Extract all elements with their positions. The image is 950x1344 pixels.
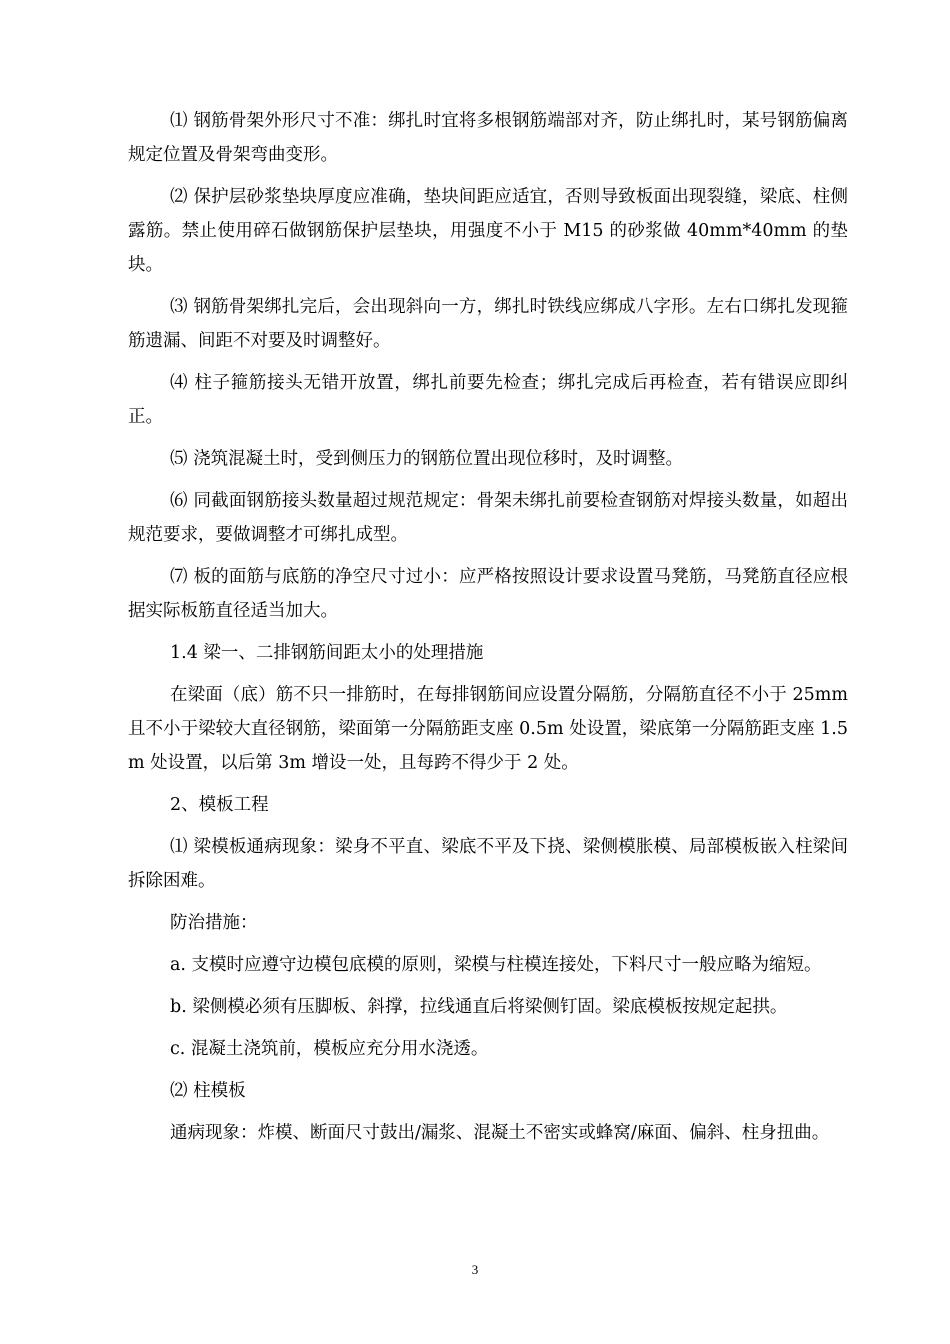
paragraph-separator-bars: 在梁面（底）筋不只一排筋时，在每排钢筋间应设置分隔筋，分隔筋直径不小于 25mm 且不小于梁较大直径钢筋，梁面第一分隔筋距支座 0.5m 处设置，梁底第一分隔筋距支座 1.5m 处设置，以后第 3m 增设一处，且每跨不得少于 2 处。 (128, 685, 848, 773)
paragraph-measure-b: b. 梁侧模必须有压脚板、斜撑，拉线通直后将梁侧钉固。梁底模板按规定起拱。 (170, 997, 788, 1017)
paragraph-measure-a: a. 支模时应遵守边模包底模的原则，梁模与柱模连接处，下料尺寸一般应略为缩短。 (170, 955, 822, 975)
page-number: 3 (471, 1262, 479, 1277)
paragraph-joint-count: ⑹ 同截面钢筋接头数量超过规范规定：骨架未绑扎前要检查钢筋对焊接头数量，如超出规范要求，要做调整才可绑扎成型。 (128, 491, 848, 545)
paragraph-column-defects: 通病现象：炸模、断面尺寸鼓出/漏浆、混凝土不密实或蜂窝/麻面、偏斜、柱身扭曲。 (170, 1123, 830, 1143)
paragraph-stirrup-joint: ⑷ 柱子箍筋接头无错开放置，绑扎前要先检查；绑扎完成后再检查，若有错误应即纠正。 (128, 373, 848, 427)
section-heading-formwork: 2、模板工程 (170, 795, 269, 815)
paragraph-slab-clearance: ⑺ 板的面筋与底筋的净空尺寸过小：应严格按照设计要求设置马凳筋，马凳筋直径应根据实际板筋直径适当加大。 (128, 567, 848, 621)
paragraph-measure-c: c. 混凝土浇筑前，模板应充分用水浇透。 (170, 1039, 489, 1059)
paragraph-column-formwork: ⑵ 柱模板 (170, 1081, 246, 1101)
section-heading-beam-rebar-spacing: 1.4 梁一、二排钢筋间距太小的处理措施 (170, 643, 484, 663)
paragraph-prevention-heading: 防治措施： (170, 913, 258, 933)
paragraph-rebar-displacement: ⑸ 浇筑混凝土时，受到侧压力的钢筋位置出现位移时，及时调整。 (170, 449, 684, 469)
paragraph-beam-formwork-defects: ⑴ 梁模板通病现象：梁身不平直、梁底不平及下挠、梁侧模胀模、局部模板嵌入柱梁间拆除困难。 (128, 837, 848, 891)
paragraph-frame-tilt: ⑶ 钢筋骨架绑扎完后，会出现斜向一方，绑扎时铁线应绑成八字形。左右口绑扎发现箍筋遗漏、间距不对要及时调整好。 (128, 297, 848, 351)
paragraph-cover-spacer-block: ⑵ 保护层砂浆垫块厚度应准确，垫块间距应适宜，否则导致板面出现裂缝，梁底、柱侧露筋。禁止使用碎石做钢筋保护层垫块，用强度不小于 M15 的砂浆做 40mm*40mm 的垫块。 (128, 187, 848, 275)
paragraph-rebar-frame-size: ⑴ 钢筋骨架外形尺寸不准：绑扎时宜将多根钢筋端部对齐，防止绑扎时，某号钢筋偏离规定位置及骨架弯曲变形。 (128, 111, 848, 165)
document-body (128, 104, 848, 1158)
